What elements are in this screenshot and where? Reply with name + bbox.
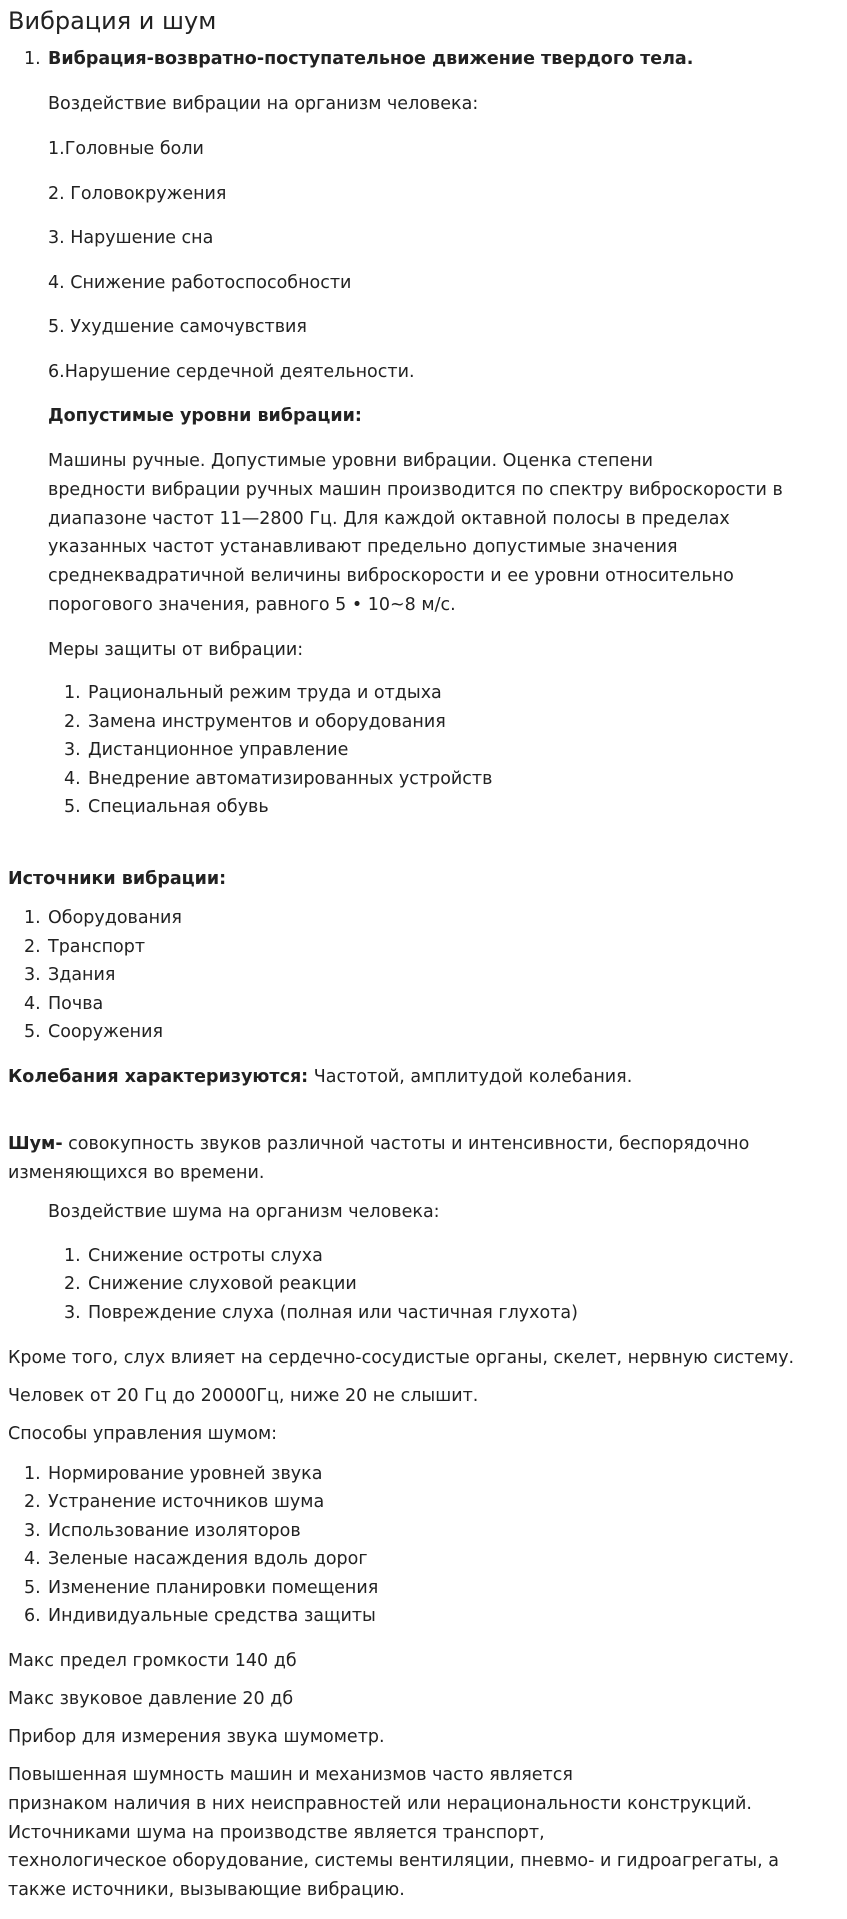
list-number: 5. <box>24 1578 41 1598</box>
vibration-heading-number: 1. <box>24 49 41 69</box>
limits-line: указанных частот устанавливают предельно допустимые значения <box>48 537 678 557</box>
source-item: Оборудования <box>48 908 182 928</box>
oscillation-line: Колебания характеризуются: Частотой, амплитудой колебания. <box>8 1067 633 1087</box>
final-paragraph-line: признаком наличия в них неисправностей или нерациональности конструкций. <box>8 1794 752 1814</box>
limits-line: порогового значения, равного 5 • 10~8 м/с. <box>48 595 456 615</box>
noise-definition-line: Шум- совокупность звуков различной частоты и интенсивности, беспорядочно <box>8 1134 750 1154</box>
list-number: 1. <box>24 1464 41 1484</box>
list-number: 3. <box>24 1521 41 1541</box>
noise-also-text: Кроме того, слух влияет на сердечно-сосудистые органы, скелет, нервную систему. <box>8 1348 795 1368</box>
vibration-effect-item: 2. Головокружения <box>48 184 227 204</box>
source-item: Транспорт <box>48 937 146 957</box>
noise-effect-item: Снижение остроты слуха <box>88 1246 323 1266</box>
protection-item: Замена инструментов и оборудования <box>88 712 446 732</box>
list-number: 3. <box>64 1303 81 1323</box>
source-item: Здания <box>48 965 116 985</box>
list-number: 2. <box>24 937 41 957</box>
noise-control-item: Устранение источников шума <box>48 1492 325 1512</box>
vibration-effect-item: 4. Снижение работоспособности <box>48 273 352 293</box>
limits-line: вредности вибрации ручных машин производится по спектру виброскорости в <box>48 480 783 500</box>
page-title: Вибрация и шум <box>8 7 217 35</box>
list-number: 1. <box>24 908 41 928</box>
noise-control-item: Изменение планировки помещения <box>48 1578 379 1598</box>
protection-item: Рациональный режим труда и отдыха <box>88 683 442 703</box>
noise-control-intro: Способы управления шумом: <box>8 1424 278 1444</box>
protection-item: Дистанционное управление <box>88 740 349 760</box>
vibration-effects-intro: Воздействие вибрации на организм человека: <box>48 94 479 114</box>
list-number: 1. <box>64 683 81 703</box>
list-number: 4. <box>64 769 81 789</box>
vibration-effect-item: 1.Головные боли <box>48 139 204 159</box>
limits-line: Машины ручные. Допустимые уровни вибрации. Оценка степени <box>48 451 654 471</box>
hearing-range-text: Человек от 20 Гц до 20000Гц, ниже 20 не слышит. <box>8 1386 479 1406</box>
sources-heading: Источники вибрации: <box>8 869 227 889</box>
vibration-heading: Вибрация-возвратно-поступательное движение твердого тела. <box>48 49 694 69</box>
protection-item: Внедрение автоматизированных устройств <box>88 769 493 789</box>
list-number: 2. <box>24 1492 41 1512</box>
source-item: Почва <box>48 994 104 1014</box>
max-loudness-text: Макс предел громкости 140 дб <box>8 1651 297 1671</box>
limits-line: среднеквадратичной величины виброскорости и ее уровни относительно <box>48 566 734 586</box>
final-paragraph-line: также источники, вызывающие вибрацию. <box>8 1880 405 1900</box>
limits-heading: Допустимые уровни вибрации: <box>48 406 362 426</box>
list-number: 3. <box>24 965 41 985</box>
source-item: Сооружения <box>48 1022 163 1042</box>
vibration-effect-item: 6.Нарушение сердечной деятельности. <box>48 362 415 382</box>
noise-effects-intro: Воздействие шума на организм человека: <box>48 1202 440 1222</box>
noise-control-item: Зеленые насаждения вдоль дорог <box>48 1549 368 1569</box>
vibration-effect-item: 3. Нарушение сна <box>48 228 214 248</box>
final-paragraph-line: Источниками шума на производстве является транспорт, <box>8 1823 545 1843</box>
noise-definition-line: изменяющихся во времени. <box>8 1163 265 1183</box>
list-number: 2. <box>64 712 81 732</box>
noise-control-item: Индивидуальные средства защиты <box>48 1606 376 1626</box>
list-number: 4. <box>24 1549 41 1569</box>
protection-intro: Меры защиты от вибрации: <box>48 640 304 660</box>
list-number: 2. <box>64 1274 81 1294</box>
noise-control-item: Нормирование уровней звука <box>48 1464 323 1484</box>
final-paragraph-line: Повышенная шумность машин и механизмов часто является <box>8 1765 573 1785</box>
list-number: 5. <box>64 797 81 817</box>
noise-meter-text: Прибор для измерения звука шумометр. <box>8 1727 385 1747</box>
vibration-effect-item: 5. Ухудшение самочувствия <box>48 317 307 337</box>
list-number: 6. <box>24 1606 41 1626</box>
noise-effect-item: Снижение слуховой реакции <box>88 1274 357 1294</box>
max-pressure-text: Макс звуковое давление 20 дб <box>8 1689 294 1709</box>
list-number: 1. <box>64 1246 81 1266</box>
final-paragraph-line: технологическое оборудование, системы вентиляции, пневмо- и гидроагрегаты, а <box>8 1851 779 1871</box>
list-number: 3. <box>64 740 81 760</box>
list-number: 4. <box>24 994 41 1014</box>
noise-control-item: Использование изоляторов <box>48 1521 301 1541</box>
noise-effect-item: Повреждение слуха (полная или частичная глухота) <box>88 1303 578 1323</box>
list-number: 5. <box>24 1022 41 1042</box>
protection-item: Специальная обувь <box>88 797 269 817</box>
limits-line: диапазоне частот 11—2800 Гц. Для каждой октавной полосы в пределах <box>48 509 730 529</box>
